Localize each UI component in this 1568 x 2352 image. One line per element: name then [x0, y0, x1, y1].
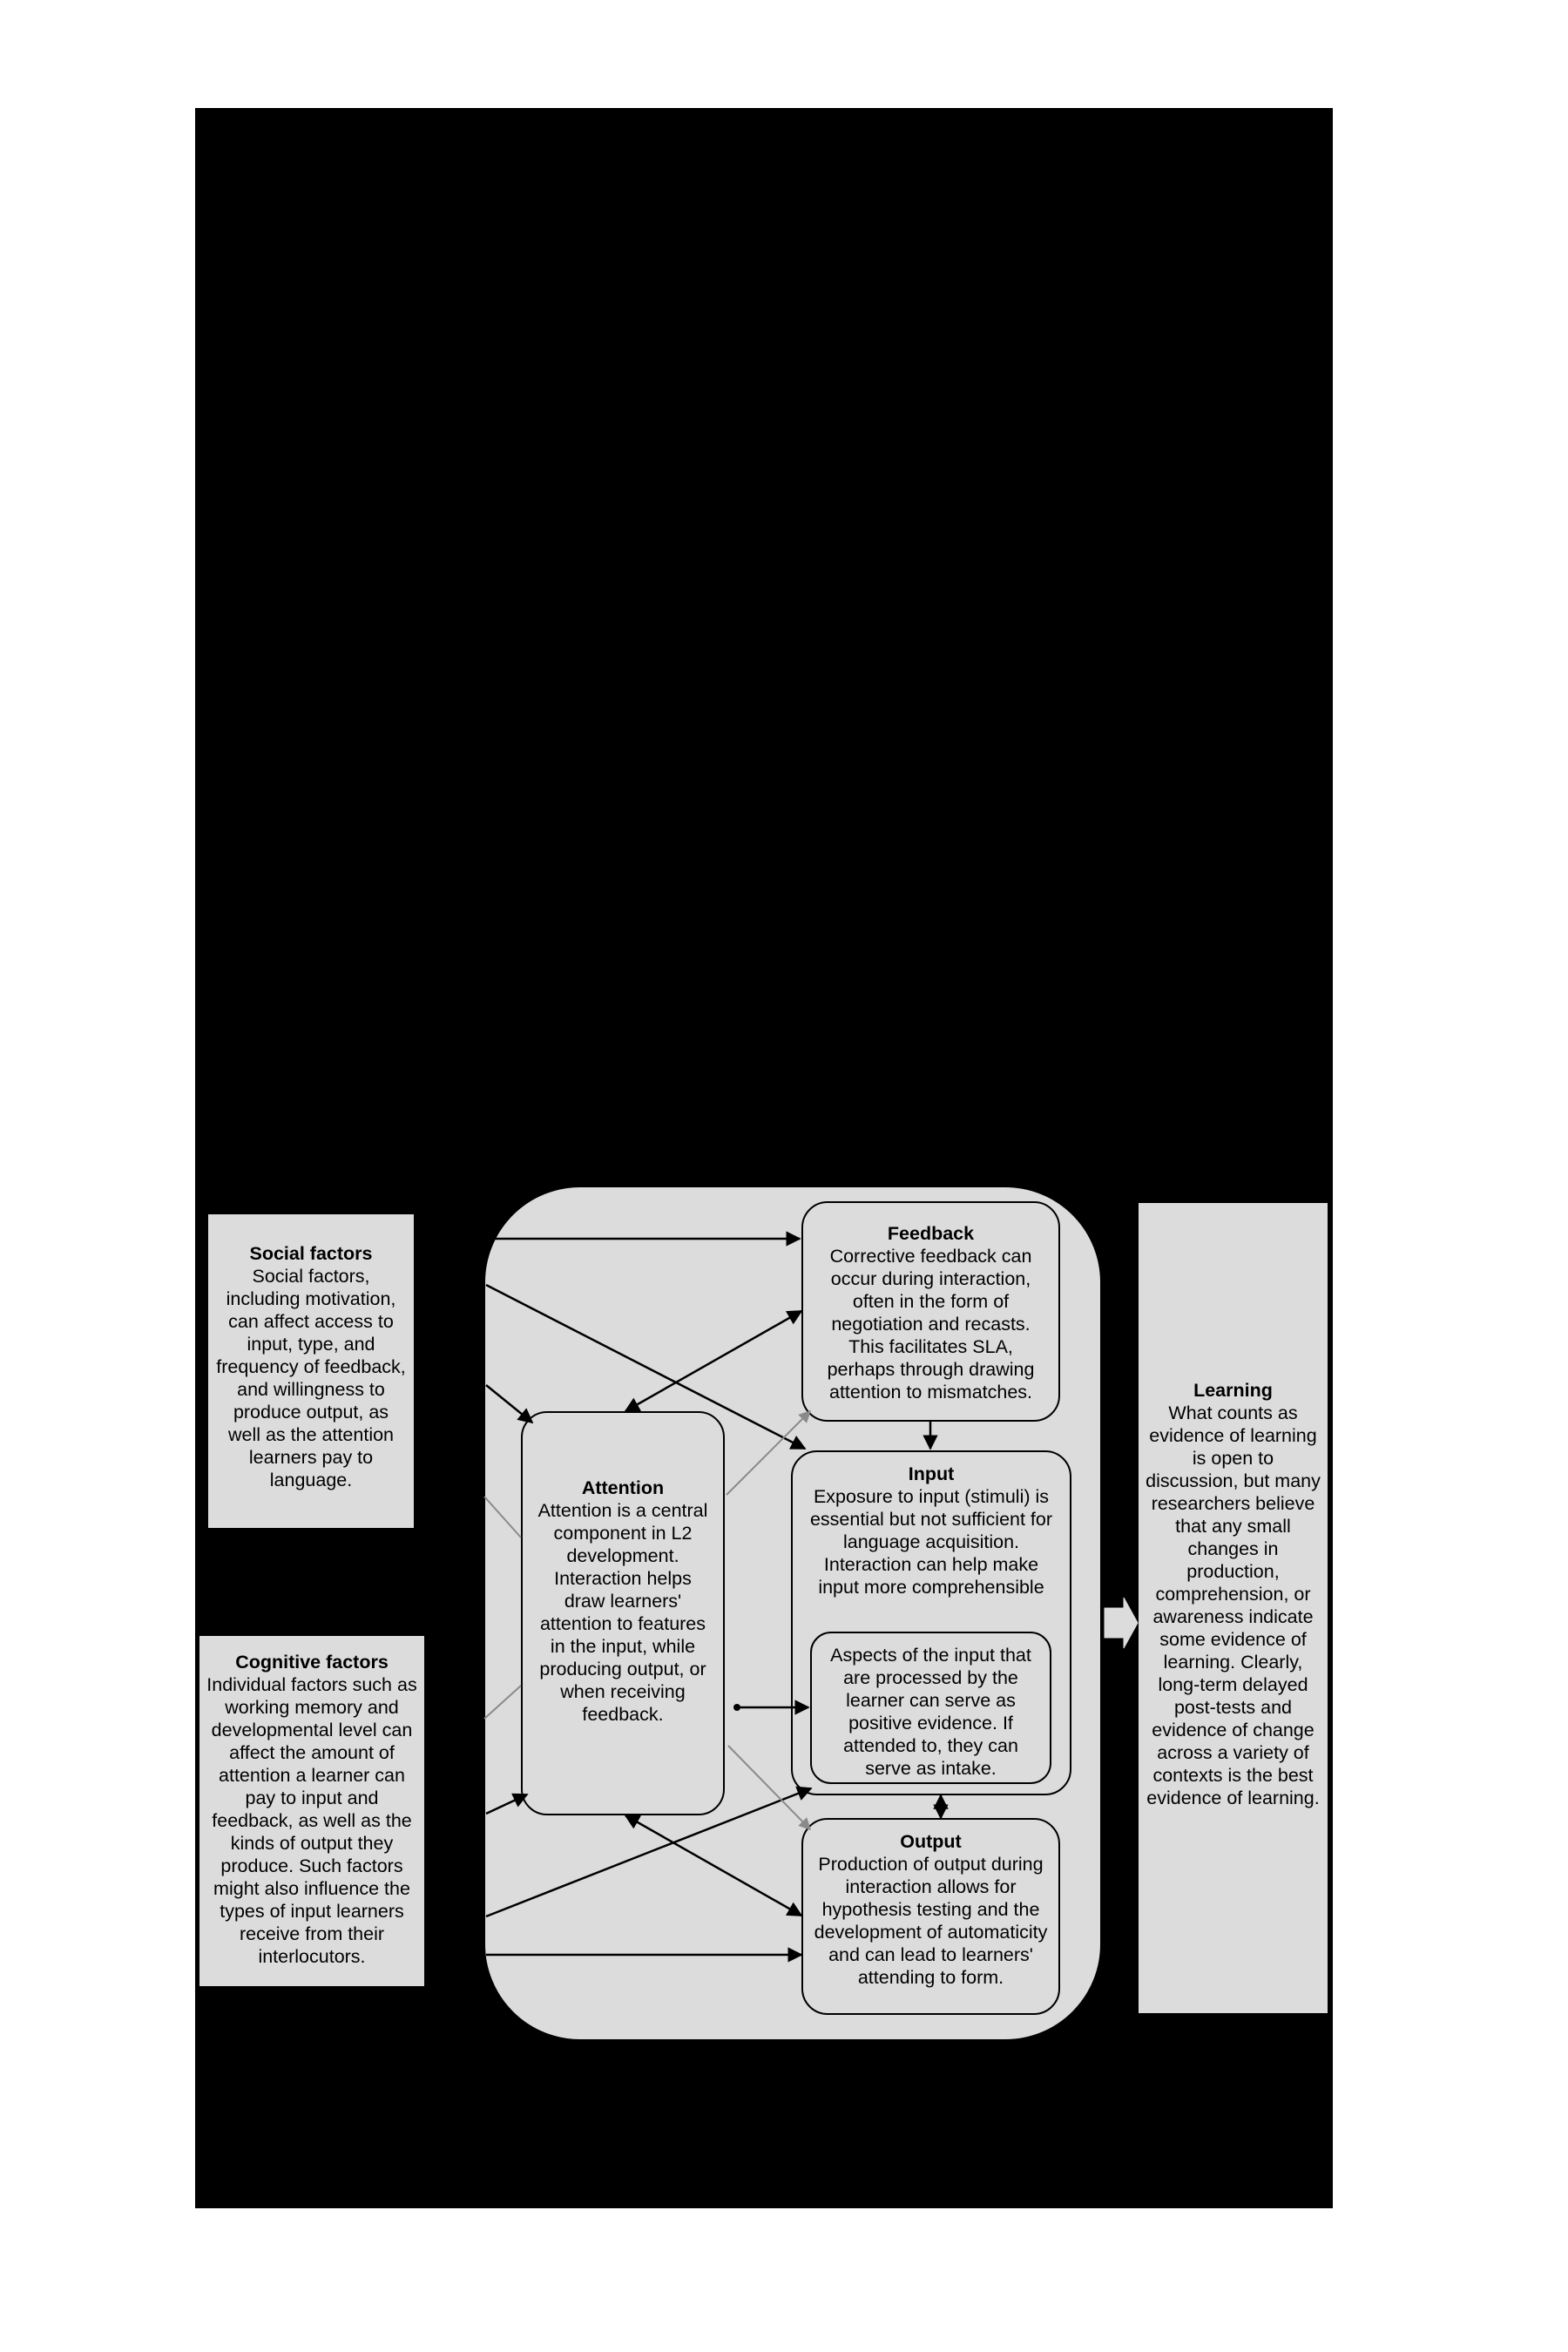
attention-box	[521, 1411, 725, 1815]
intake-box	[810, 1632, 1051, 1784]
output-box	[801, 1818, 1060, 2015]
social-factors-box	[207, 1213, 415, 1529]
cognitive-factors-text: Individual factors such as working memory and developmental level can affect the amount of attention a learner can pay to input and feedback, as well as the kinds of output they produce. Such factors might also influence the types of input learners receive from their interlocutors.	[206, 1674, 417, 1967]
learning-title: Learning	[1193, 1380, 1273, 1401]
social-factors-text: Social factors, including motivation, can affect access to input, type, and frequency of feedback, and willingness to produce output, as well as the attention learners pay to language.	[216, 1266, 406, 1490]
feedback-box	[801, 1201, 1060, 1422]
cognitive-factors-box	[199, 1635, 425, 1987]
attention-text: Attention is a central component in L2 development. Interaction helps draw learners' attention to features in the input, while producing output, or when receiving feedback.	[537, 1500, 708, 1725]
learning-box	[1138, 1202, 1328, 2014]
output-text: Production of output during interaction allows for hypothesis testing and the development of automaticity and can lead to learners' attending to form.	[814, 1854, 1048, 1988]
learning-text: What counts as evidence of learning is open to discussion, but many researchers believe that any small changes in production, comprehension, or awareness indicate some evidence of learning. Clearly, long-term delayed post-tests and evidence of change across a variety of contexts is the best evidence of learning.	[1146, 1402, 1321, 1808]
feedback-text: Corrective feedback can occur during interaction, often in the form of negotiation and recasts. This facilitates SLA, perhaps through drawing attention to mismatches.	[827, 1246, 1035, 1402]
social-factors-title: Social factors	[249, 1243, 373, 1264]
output-title: Output	[900, 1831, 962, 1852]
intake-text: Aspects of the input that are processed by the learner can serve as positive evidence. If attended to, they can serve as intake.	[830, 1645, 1031, 1779]
input-title: Input	[908, 1463, 955, 1484]
attention-title: Attention	[581, 1477, 665, 1498]
input-text: Exposure to input (stimuli) is essential but not sufficient for language acquisition. Interaction can help make input more comprehensible	[809, 1486, 1053, 1598]
cognitive-factors-title: Cognitive factors	[235, 1652, 389, 1673]
feedback-title: Feedback	[887, 1223, 975, 1244]
